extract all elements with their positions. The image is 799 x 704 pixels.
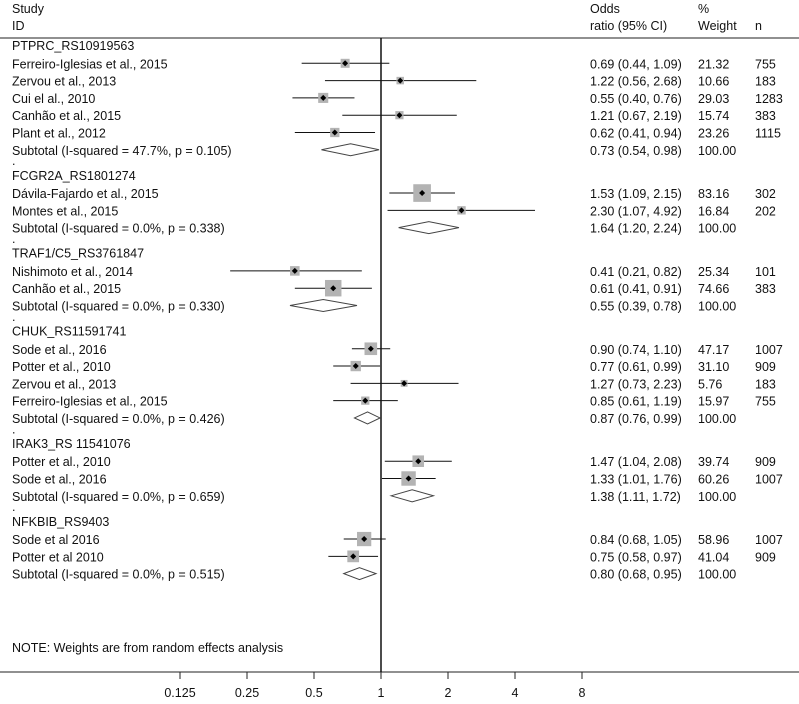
sample-size: 1007 [755, 533, 783, 548]
subtotal-weight: 100.00 [698, 299, 737, 314]
sample-size: 1283 [755, 91, 783, 106]
study-label: Plant et al., 2012 [12, 126, 106, 141]
weight-value: 74.66 [698, 282, 730, 297]
ci-text: 0.55 (0.40, 0.76) [590, 91, 682, 106]
study-label: Ferreiro-Iglesias et al., 2015 [12, 57, 168, 72]
weight-value: 60.26 [698, 472, 730, 487]
sample-size: 755 [755, 57, 776, 72]
sample-size: 202 [755, 204, 776, 219]
ci-text: 1.53 (1.09, 2.15) [590, 187, 682, 202]
group-label: FCGR2A_RS1801274 [12, 168, 136, 183]
x-tick-label: 4 [511, 686, 519, 700]
group-label: NFKBIB_RS9403 [12, 514, 110, 529]
sample-size: 909 [755, 455, 776, 470]
weight-value: 23.26 [698, 126, 730, 141]
sample-size: 183 [755, 74, 776, 89]
subtotal-label: Subtotal (I-squared = 0.0%, p = 0.515) [12, 567, 225, 582]
ci-text: 0.69 (0.44, 1.09) [590, 57, 682, 72]
forest-rows [12, 39, 783, 582]
x-tick-label: 0.125 [164, 686, 196, 700]
sample-size: 909 [755, 550, 776, 565]
group-separator-dot: . [12, 231, 16, 246]
ci-text: 1.22 (0.56, 2.68) [590, 74, 682, 89]
subtotal-ci-text: 1.64 (1.20, 2.24) [590, 221, 682, 236]
footnote: NOTE: Weights are from random effects analysis [12, 641, 284, 655]
subtotal-weight: 100.00 [698, 567, 737, 582]
weight-value: 29.03 [698, 91, 730, 106]
study-label: Potter et al., 2010 [12, 455, 111, 470]
subtotal-weight: 100.00 [698, 143, 737, 158]
odds-ratio-header-line2: ratio (95% CI) [590, 19, 668, 33]
x-tick-label: 2 [444, 686, 452, 700]
study-label: Zervou et al., 2013 [12, 74, 117, 89]
study-label: Sode et al., 2016 [12, 342, 107, 357]
subtotal-label: Subtotal (I-squared = 0.0%, p = 0.330) [12, 299, 225, 314]
study-label: Zervou et al., 2013 [12, 377, 117, 392]
subtotal-diamond [399, 222, 459, 234]
subtotal-diamond [354, 412, 380, 424]
ci-text: 0.85 (0.61, 1.19) [590, 394, 682, 409]
study-label: Ferreiro-Iglesias et al., 2015 [12, 394, 168, 409]
sample-size: 755 [755, 394, 776, 409]
x-tick-label: 0.5 [305, 686, 323, 700]
study-label: Sode et al 2016 [12, 533, 100, 548]
study-label: Montes et al., 2015 [12, 204, 119, 219]
ci-text: 0.41 (0.21, 0.82) [590, 264, 682, 279]
group-label: PTPRC_RS10919563 [12, 39, 135, 53]
group-label: IRAK3_RS 11541076 [12, 436, 131, 451]
ci-text: 1.47 (1.04, 2.08) [590, 455, 682, 470]
subtotal-label: Subtotal (I-squared = 0.0%, p = 0.338) [12, 221, 225, 236]
sample-size: 1115 [755, 126, 781, 141]
sample-size: 909 [755, 360, 776, 375]
subtotal-ci-text: 0.73 (0.54, 0.98) [590, 143, 682, 158]
sample-size: 383 [755, 282, 776, 297]
study-label: Nishimoto et al., 2014 [12, 264, 133, 279]
n-header: n [755, 19, 762, 33]
subtotal-ci-text: 0.55 (0.39, 0.78) [590, 299, 682, 314]
sample-size: 1007 [755, 342, 783, 357]
ci-text: 0.84 (0.68, 1.05) [590, 533, 682, 548]
weight-value: 21.32 [698, 57, 730, 72]
ci-text: 0.90 (0.74, 1.10) [590, 342, 682, 357]
subtotal-label: Subtotal (I-squared = 47.7%, p = 0.105) [12, 143, 232, 158]
weight-value: 47.17 [698, 342, 730, 357]
subtotal-weight: 100.00 [698, 489, 737, 504]
study-label: Cui el al., 2010 [12, 91, 96, 106]
group-separator-dot: . [12, 500, 16, 515]
group-separator-dot: . [12, 154, 16, 169]
study-label: Potter et al 2010 [12, 550, 104, 565]
ci-text: 0.62 (0.41, 0.94) [590, 126, 682, 141]
group-separator-dot: . [12, 309, 16, 324]
table-header [12, 2, 762, 33]
sample-size: 1007 [755, 472, 783, 487]
weight-value: 83.16 [698, 187, 730, 202]
study-label: Canhão et al., 2015 [12, 282, 122, 297]
weight-value: 39.74 [698, 455, 730, 470]
weight-value: 10.66 [698, 74, 730, 89]
group-label: CHUK_RS11591741 [12, 324, 127, 339]
subtotal-diamond [344, 568, 376, 580]
subtotal-ci-text: 1.38 (1.11, 1.72) [590, 489, 681, 504]
study-label: Canhão et al., 2015 [12, 109, 122, 124]
weight-value: 15.74 [698, 109, 730, 124]
study-label: Potter et al., 2010 [12, 360, 111, 375]
weight-value: 5.76 [698, 377, 723, 392]
x-axis [164, 672, 585, 700]
subtotal-weight: 100.00 [698, 221, 737, 236]
subtotal-ci-text: 0.87 (0.76, 0.99) [590, 411, 682, 426]
ci-text: 1.21 (0.67, 2.19) [590, 109, 682, 124]
subtotal-weight: 100.00 [698, 411, 737, 426]
ci-text: 0.75 (0.58, 0.97) [590, 550, 682, 565]
subtotal-label: Subtotal (I-squared = 0.0%, p = 0.426) [12, 411, 225, 426]
weight-header-line1: % [698, 2, 710, 16]
odds-ratio-header-line1: Odds [590, 2, 620, 16]
ci-text: 2.30 (1.07, 4.92) [590, 204, 682, 219]
weight-value: 58.96 [698, 533, 730, 548]
study-label: Dávila-Fajardo et al., 2015 [12, 187, 159, 202]
study-header-line2: ID [12, 19, 25, 33]
weight-value: 41.04 [698, 550, 730, 565]
sample-size: 101 [755, 264, 776, 279]
weight-header-line2: Weight [698, 19, 737, 33]
weight-value: 31.10 [698, 360, 730, 375]
sample-size: 383 [755, 109, 776, 124]
ci-text: 0.77 (0.61, 0.99) [590, 360, 682, 375]
sample-size: 183 [755, 377, 776, 392]
weight-value: 15.97 [698, 394, 730, 409]
study-label: Sode et al., 2016 [12, 472, 107, 487]
group-separator-dot: . [12, 422, 16, 437]
x-tick-label: 8 [578, 686, 586, 700]
sample-size: 302 [755, 187, 776, 202]
ci-text: 0.61 (0.41, 0.91) [590, 282, 682, 297]
subtotal-diamond [391, 490, 433, 502]
subtotal-label: Subtotal (I-squared = 0.0%, p = 0.659) [12, 489, 225, 504]
subtotal-ci-text: 0.80 (0.68, 0.95) [590, 567, 682, 582]
x-tick-label: 0.25 [234, 686, 260, 700]
study-header-line1: Study [12, 2, 44, 16]
subtotal-diamond [290, 300, 357, 312]
subtotal-diamond [321, 144, 379, 156]
ci-text: 1.33 (1.01, 1.76) [590, 472, 682, 487]
ci-text: 1.27 (0.73, 2.23) [590, 377, 682, 392]
x-tick-label: 1 [377, 686, 385, 700]
weight-value: 25.34 [698, 264, 730, 279]
group-label: TRAF1/C5_RS3761847 [12, 246, 145, 261]
weight-value: 16.84 [698, 204, 730, 219]
